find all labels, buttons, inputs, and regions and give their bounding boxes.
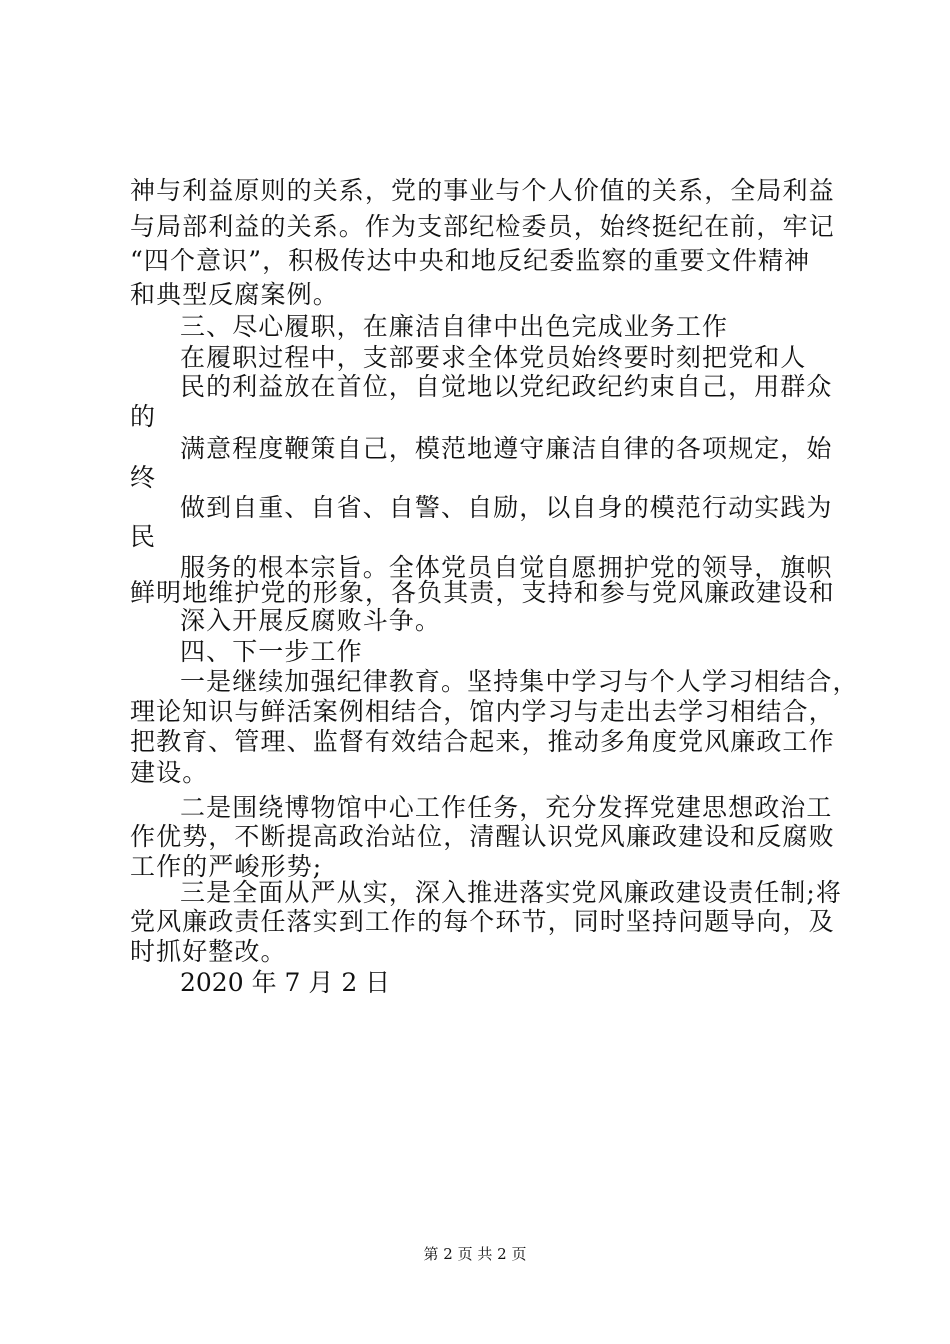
paragraph-line: 民 — [130, 522, 157, 551]
paragraph-line: 做到自重、自省、自警、自励，以自身的模范行动实践为 — [180, 493, 833, 522]
paragraph-line: 服务的根本宗旨。全体党员自觉自愿拥护党的领导，旗帜 — [180, 553, 833, 582]
date-line: 2020 年 7 月 2 日 — [180, 968, 391, 997]
section-heading: 四、下一步工作 — [180, 637, 363, 666]
paragraph-line: 深入开展反腐败斗争。 — [180, 606, 442, 635]
paragraph-line: 工作的严峻形势; — [130, 852, 323, 881]
paragraph-line: 与局部利益的关系。作为支部纪检委员，始终挺纪在前，牢记 — [130, 212, 835, 241]
paragraph-line: 党风廉政责任落实到工作的每个环节，同时坚持问题导向，及 — [130, 907, 835, 936]
page-number-footer: 第 2 页 共 2 页 — [423, 1245, 527, 1263]
paragraph-line: 神与利益原则的关系，党的事业与个人价值的关系，全局利益 — [130, 176, 835, 205]
paragraph-line: 在履职过程中，支部要求全体党员始终要时刻把党和人 — [180, 343, 807, 372]
paragraph-line: 时抓好整改。 — [130, 937, 287, 966]
paragraph-line: 满意程度鞭策自己，模范地遵守廉洁自律的各项规定，始 — [180, 434, 833, 463]
paragraph-line: 作优势，不断提高政治站位，清醒认识党风廉政建设和反腐败 — [130, 822, 835, 851]
paragraph-line: “四个意识”，积极传达中央和地反纪委监察的重要文件精神 — [130, 246, 811, 275]
paragraph-line: 鲜明地维护党的形象，各负其责，支持和参与党风廉政建设和 — [130, 578, 835, 607]
paragraph-line: 把教育、管理、监督有效结合起来，推动多角度党风廉政工作 — [130, 727, 835, 756]
paragraph-line: 二是围绕博物馆中心工作任务，充分发挥党建思想政治工 — [180, 793, 833, 822]
paragraph-line: 三是全面从严从实，深入推进落实党风廉政建设责任制;将 — [180, 878, 843, 907]
paragraph-line: 一是继续加强纪律教育。坚持集中学习与个人学习相结合， — [180, 667, 859, 696]
paragraph-line: 和典型反腐案例。 — [130, 280, 339, 309]
section-heading: 三、尽心履职，在廉洁自律中出色完成业务工作 — [180, 312, 729, 341]
paragraph-line: 的 — [130, 402, 157, 431]
paragraph-line: 理论知识与鲜活案例相结合，馆内学习与走出去学习相结合， — [130, 697, 835, 726]
paragraph-line: 民的利益放在首位，自觉地以党纪政纪约束自己，用群众 — [180, 372, 833, 401]
paragraph-line: 终 — [130, 463, 157, 492]
paragraph-line: 建设。 — [130, 758, 209, 787]
